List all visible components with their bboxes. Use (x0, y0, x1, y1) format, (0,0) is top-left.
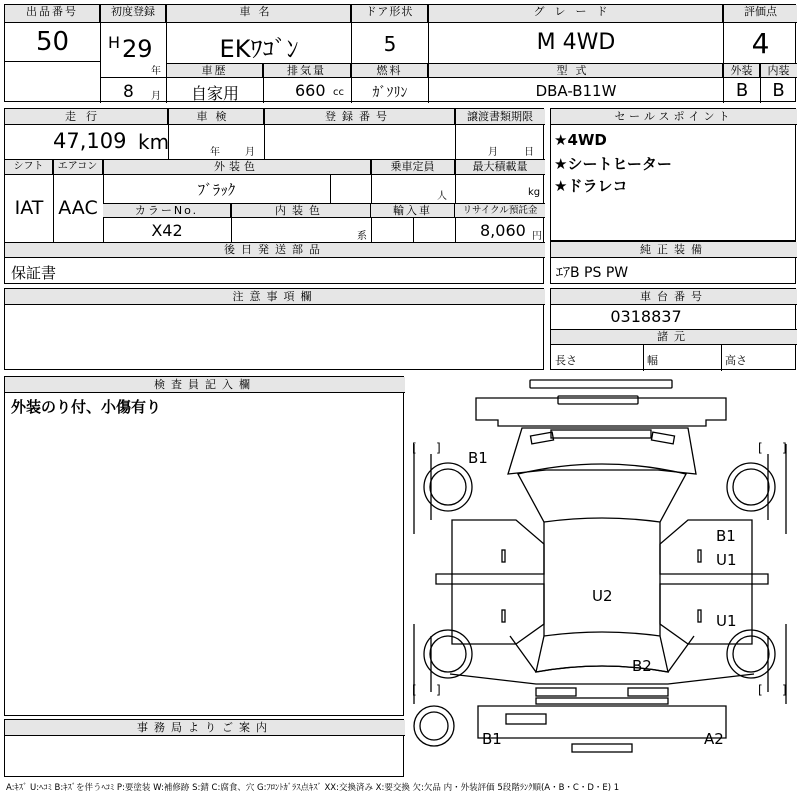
damage-mark: U2 (592, 587, 613, 605)
car-name-value: EKﾜｺﾞﾝ (219, 35, 299, 63)
fuel-value: ｶﾞｿﾘﾝ (372, 85, 408, 101)
svg-text:[: [ (412, 441, 417, 455)
interior-header: 内装 (760, 64, 797, 78)
reg-no-header: 登録番号 (264, 109, 455, 125)
aircon-header: エアコン (53, 160, 103, 175)
sales-point-item: ★シートヒーター (554, 155, 672, 173)
displacement-value: 660 (295, 81, 326, 100)
transfer-month-unit: 月 (488, 147, 498, 158)
office-section (4, 719, 404, 777)
first-reg-year: 29 (122, 35, 153, 63)
interior-value: B (772, 80, 785, 101)
recycle-value: 8,060 (480, 221, 526, 240)
shift-value: IAT (14, 197, 44, 219)
score-value: 4 (751, 27, 770, 60)
equipment-value: ｴｱB PS PW (556, 265, 629, 281)
svg-text:[: [ (412, 683, 417, 697)
first-reg-month-unit: 月 (151, 91, 161, 102)
damage-mark: A2 (704, 730, 724, 748)
equipment-section (550, 241, 796, 284)
header-section (4, 4, 796, 102)
dims-width: 幅 (647, 354, 658, 367)
inspector-header: 検査員記入欄 (5, 377, 405, 393)
svg-text:[: [ (758, 441, 763, 455)
exterior-header: 外装 (724, 64, 760, 78)
lot-no-header: 出品番号 (5, 5, 100, 23)
dims-height: 高さ (725, 354, 747, 367)
aircon-value: AAC (58, 197, 98, 219)
detail-section (4, 108, 544, 284)
max-load-header: 最大積載量 (455, 160, 545, 175)
interior-color-header: 内装色 (231, 204, 371, 218)
import-header: 輸入車 (371, 204, 455, 218)
damage-mark: B1 (468, 449, 488, 467)
doors-header: ドア形状 (352, 5, 428, 23)
recycle-header: リサイクル預託金 (455, 204, 545, 218)
car-name-header: 車名 (167, 5, 351, 23)
chassis-header: 車台番号 (551, 289, 797, 305)
mileage-unit: km (138, 130, 170, 154)
inspection-month-unit: 月 (245, 147, 255, 158)
exterior-value: B (735, 80, 749, 101)
sales-point-item: ★ドラレコ (554, 177, 628, 195)
dims-length: 長さ (555, 354, 577, 367)
chassis-section (550, 288, 796, 370)
fuel-header: 燃料 (352, 64, 428, 78)
chassis-value: 0318837 (610, 307, 682, 326)
doors-value: 5 (383, 32, 397, 56)
first-reg-header: 初度登録 (101, 5, 166, 23)
history-value: 自家用 (190, 84, 239, 103)
sales-point-item: ★4WD (554, 131, 607, 149)
car-damage-diagram (406, 374, 798, 782)
color-value: ﾌﾞﾗｯｸ (197, 181, 236, 199)
history-header: 車歴 (167, 64, 263, 78)
damage-mark: B2 (632, 657, 652, 675)
lot-no-value: 50 (35, 27, 70, 57)
svg-text:]: ] (436, 441, 441, 455)
damage-mark: U1 (716, 612, 737, 630)
damage-mark: B1 (716, 527, 736, 545)
inspection-header: 車検 (168, 109, 264, 125)
grade-header: グレード (429, 5, 723, 23)
displacement-header: 排気量 (263, 64, 351, 78)
max-load-unit: kg (528, 187, 541, 198)
notes-section (4, 288, 544, 370)
office-header: 事務局よりご案内 (5, 720, 405, 736)
notes-header: 注意事項欄 (5, 289, 545, 305)
dims-header: 諸元 (551, 330, 797, 345)
mileage-value: 47,109 (53, 129, 127, 153)
color-header: 外装色 (103, 160, 371, 175)
model-header: 型式 (429, 64, 723, 78)
svg-text:]: ] (782, 683, 787, 697)
first-reg-era: H (108, 33, 121, 52)
equipment-header: 純正装備 (551, 242, 797, 258)
inspector-value: 外装のり付、小傷有り (11, 398, 162, 416)
color-no-header: カラーNo. (103, 204, 231, 218)
damage-mark: U1 (716, 551, 737, 569)
capacity-header: 乗車定員 (371, 160, 455, 175)
transfer-header: 譲渡書類期限 (455, 109, 545, 125)
sales-points-header: セールスポイント (551, 109, 797, 125)
legend: A:ｷｽﾞ U:ﾍｺﾐ B:ｷｽﾞを伴うﾍｺﾐ P:要塗装 W:補修跡 S:錆 C:腐食、穴 G:ﾌﾛﾝﾄｶﾞﾗｽ点ｷｽﾞ XX:交換済み X:要交換 欠:欠品 内・外装評価 5段階ﾗﾝｸ順(A・B・C・D・E) 1 (6, 783, 620, 793)
svg-text:]: ] (782, 441, 787, 455)
damage-mark: B1 (482, 730, 502, 748)
inspection-year-unit: 年 (210, 147, 220, 158)
grade-value: M 4WD (536, 30, 616, 55)
shift-header: シフト (5, 160, 53, 175)
later-parts-value: 保証書 (11, 264, 57, 282)
transfer-day-unit: 日 (524, 147, 534, 158)
recycle-unit: 円 (532, 231, 542, 242)
model-value: DBA-B11W (535, 82, 617, 100)
first-reg-month: 8 (123, 82, 134, 102)
svg-text:]: ] (436, 683, 441, 697)
svg-text:[: [ (758, 683, 763, 697)
color-no-value: X42 (151, 221, 183, 240)
inspector-section (4, 376, 404, 716)
first-reg-year-unit: 年 (151, 66, 161, 77)
score-header: 評価点 (724, 5, 797, 23)
mileage-header: 走行 (5, 109, 168, 125)
capacity-unit: 人 (437, 191, 447, 202)
later-parts-header: 後日発送部品 (5, 243, 545, 258)
displacement-unit: cc (333, 87, 344, 98)
sales-points-section (550, 108, 796, 241)
interior-color-unit: 系 (357, 231, 367, 242)
